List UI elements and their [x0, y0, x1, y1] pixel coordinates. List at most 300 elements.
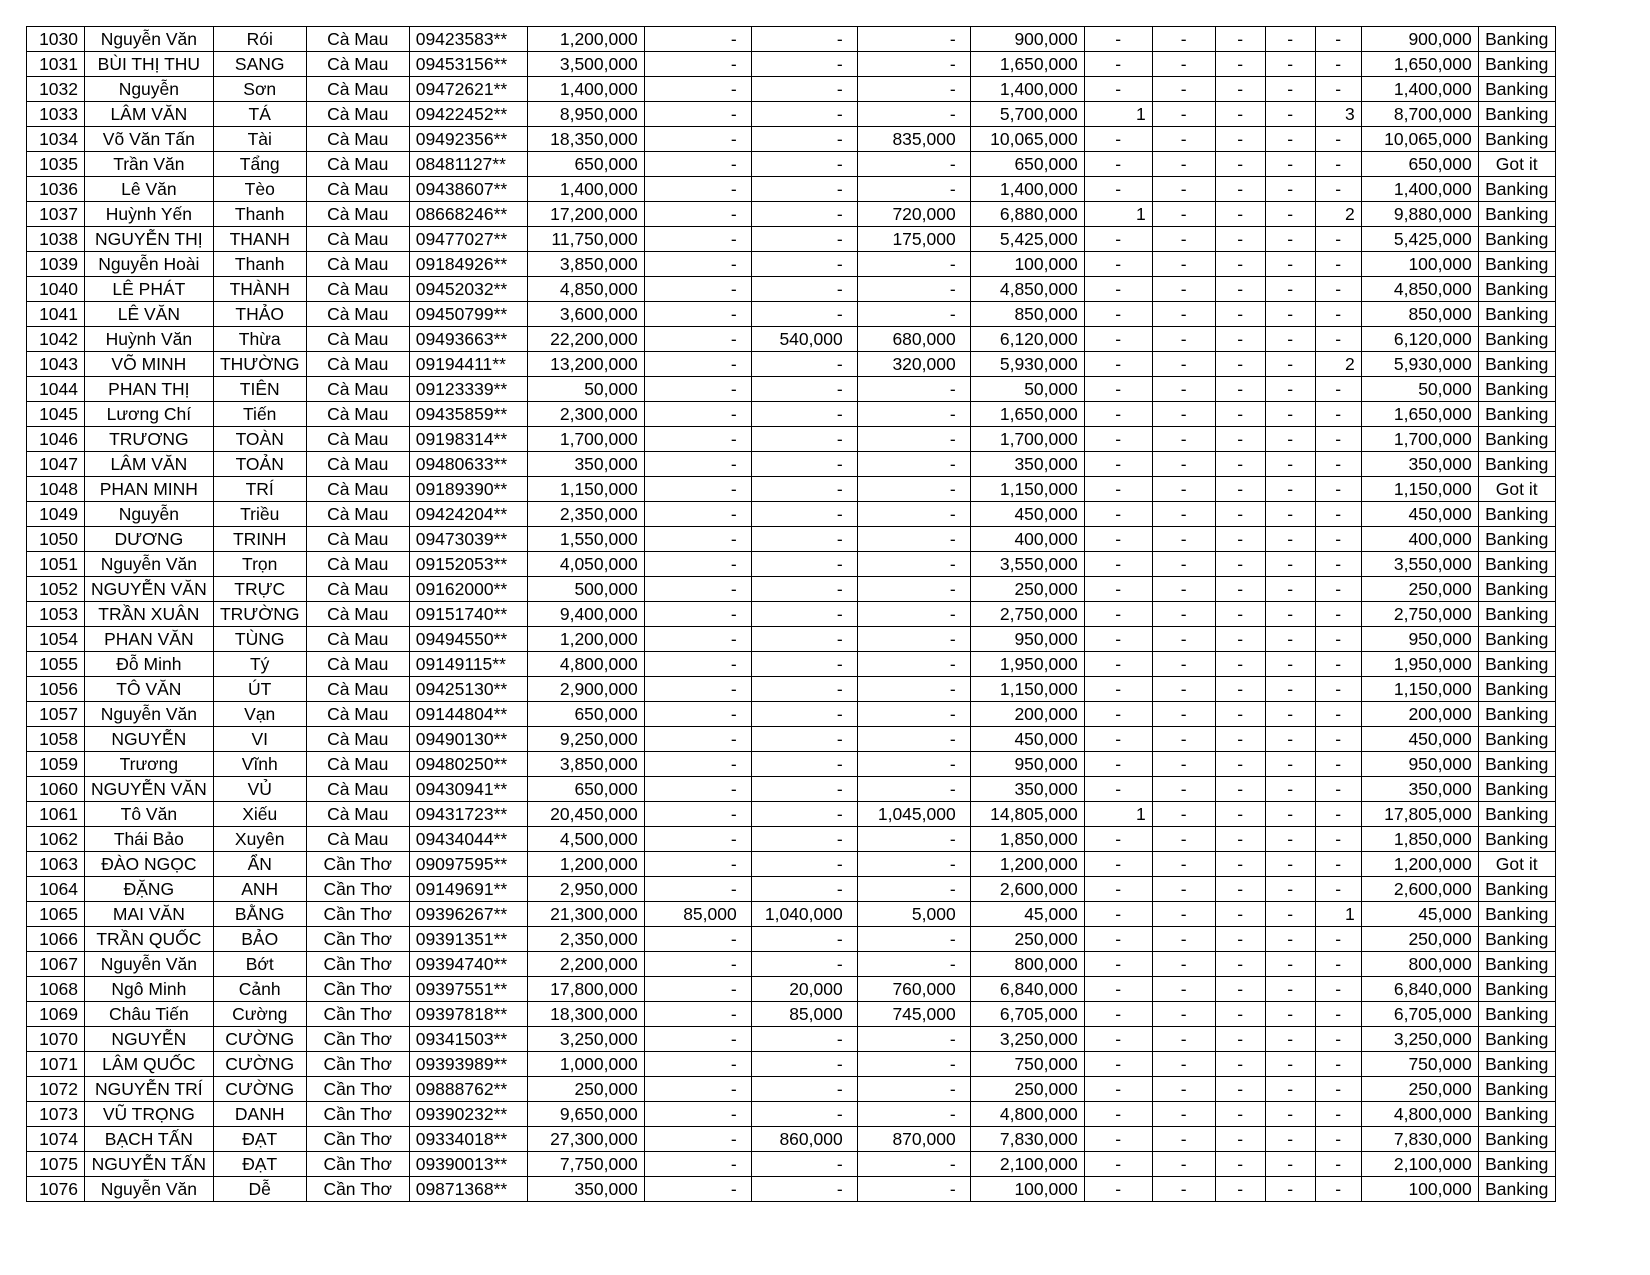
table-row	[27, 752, 1556, 777]
cell-deduction-3: -	[857, 727, 970, 752]
cell-total: 350,000	[1361, 452, 1478, 477]
cell-count-5: -	[1315, 527, 1361, 552]
cell-phone: 09390232**	[409, 1102, 527, 1127]
cell-count-3: -	[1215, 952, 1265, 977]
cell-count-4: -	[1265, 627, 1315, 652]
cell-province: Cà Mau	[306, 127, 409, 152]
cell-payment-method: Banking	[1478, 927, 1555, 952]
cell-count-4: -	[1265, 902, 1315, 927]
cell-first-name: CƯỜNG	[213, 1077, 306, 1102]
cell-count-2: -	[1152, 1002, 1215, 1027]
cell-amount: 350,000	[527, 452, 644, 477]
cell-payment-method: Banking	[1478, 127, 1555, 152]
cell-total: 17,805,000	[1361, 802, 1478, 827]
cell-phone: 09396267**	[409, 902, 527, 927]
cell-paid-amount: 45,000	[970, 902, 1084, 927]
cell-last-name: Lương Chí	[85, 402, 214, 427]
cell-payment-method: Banking	[1478, 1127, 1555, 1152]
cell-count-1: -	[1084, 1077, 1152, 1102]
cell-province: Cà Mau	[306, 27, 409, 52]
cell-count-5: -	[1315, 127, 1361, 152]
cell-count-4: -	[1265, 377, 1315, 402]
cell-payment-method: Banking	[1478, 427, 1555, 452]
table-row	[27, 327, 1556, 352]
cell-deduction-1: -	[644, 1077, 751, 1102]
cell-count-5: -	[1315, 827, 1361, 852]
cell-amount: 27,300,000	[527, 1127, 644, 1152]
cell-count-2: -	[1152, 1077, 1215, 1102]
table-row	[27, 77, 1556, 102]
cell-count-5: -	[1315, 727, 1361, 752]
cell-count-1: -	[1084, 277, 1152, 302]
table-row	[27, 52, 1556, 77]
cell-deduction-2: -	[751, 1102, 857, 1127]
table-row	[27, 702, 1556, 727]
table-row	[27, 1027, 1556, 1052]
cell-deduction-2: -	[751, 877, 857, 902]
cell-province: Cà Mau	[306, 527, 409, 552]
cell-total: 450,000	[1361, 727, 1478, 752]
cell-last-name: VŨ TRỌNG	[85, 1102, 214, 1127]
cell-payment-method: Banking	[1478, 1077, 1555, 1102]
cell-deduction-2: -	[751, 727, 857, 752]
cell-count-4: -	[1265, 1127, 1315, 1152]
cell-count-4: -	[1265, 702, 1315, 727]
cell-amount: 9,650,000	[527, 1102, 644, 1127]
cell-first-name: TIÊN	[213, 377, 306, 402]
cell-count-2: -	[1152, 802, 1215, 827]
cell-first-name: Thừa	[213, 327, 306, 352]
cell-count-4: -	[1265, 752, 1315, 777]
cell-province: Cà Mau	[306, 677, 409, 702]
cell-payment-method: Banking	[1478, 1177, 1555, 1202]
cell-phone: 09149115**	[409, 652, 527, 677]
cell-phone: 09871368**	[409, 1177, 527, 1202]
cell-deduction-2: -	[751, 702, 857, 727]
cell-count-3: -	[1215, 127, 1265, 152]
cell-last-name: TRẦN XUÂN	[85, 602, 214, 627]
cell-deduction-1: -	[644, 702, 751, 727]
cell-deduction-2: -	[751, 1052, 857, 1077]
cell-count-5: -	[1315, 77, 1361, 102]
cell-paid-amount: 1,400,000	[970, 177, 1084, 202]
cell-deduction-1: -	[644, 452, 751, 477]
cell-count-3: -	[1215, 1002, 1265, 1027]
cell-count-2: -	[1152, 377, 1215, 402]
cell-deduction-2: -	[751, 252, 857, 277]
cell-deduction-3: -	[857, 852, 970, 877]
cell-deduction-3: -	[857, 602, 970, 627]
cell-payment-method: Banking	[1478, 452, 1555, 477]
cell-count-2: -	[1152, 777, 1215, 802]
cell-count-3: -	[1215, 652, 1265, 677]
cell-count-5: -	[1315, 852, 1361, 877]
cell-count-2: -	[1152, 677, 1215, 702]
cell-phone: 09198314**	[409, 427, 527, 452]
cell-count-5: -	[1315, 552, 1361, 577]
cell-count-4: -	[1265, 1027, 1315, 1052]
cell-count-5: -	[1315, 952, 1361, 977]
cell-count-1: 1	[1084, 202, 1152, 227]
cell-phone: 09393989**	[409, 1052, 527, 1077]
table-row	[27, 1002, 1556, 1027]
cell-count-2: -	[1152, 1177, 1215, 1202]
cell-row-number: 1047	[27, 452, 85, 477]
table-row	[27, 802, 1556, 827]
cell-amount: 650,000	[527, 702, 644, 727]
cell-payment-method: Banking	[1478, 1102, 1555, 1127]
cell-deduction-2: -	[751, 852, 857, 877]
cell-paid-amount: 6,120,000	[970, 327, 1084, 352]
cell-total: 1,200,000	[1361, 852, 1478, 877]
cell-total: 2,600,000	[1361, 877, 1478, 902]
table-row	[27, 602, 1556, 627]
cell-count-2: -	[1152, 302, 1215, 327]
cell-count-3: -	[1215, 1102, 1265, 1127]
cell-count-1: -	[1084, 977, 1152, 1002]
cell-count-1: -	[1084, 177, 1152, 202]
cell-row-number: 1061	[27, 802, 85, 827]
cell-count-3: -	[1215, 452, 1265, 477]
cell-phone: 09144804**	[409, 702, 527, 727]
table-row	[27, 227, 1556, 252]
cell-count-5: -	[1315, 652, 1361, 677]
cell-deduction-2: -	[751, 752, 857, 777]
cell-deduction-3: -	[857, 427, 970, 452]
cell-total: 1,650,000	[1361, 52, 1478, 77]
cell-deduction-3: -	[857, 1152, 970, 1177]
cell-amount: 4,800,000	[527, 652, 644, 677]
cell-last-name: Nguyễn	[85, 77, 214, 102]
table-row	[27, 1052, 1556, 1077]
cell-count-4: -	[1265, 227, 1315, 252]
cell-paid-amount: 2,100,000	[970, 1152, 1084, 1177]
cell-count-1: -	[1084, 477, 1152, 502]
cell-deduction-1: -	[644, 952, 751, 977]
cell-count-5: -	[1315, 1027, 1361, 1052]
cell-deduction-2: -	[751, 652, 857, 677]
cell-province: Cà Mau	[306, 802, 409, 827]
cell-paid-amount: 750,000	[970, 1052, 1084, 1077]
cell-last-name: LÂM QUỐC	[85, 1052, 214, 1077]
cell-count-3: -	[1215, 327, 1265, 352]
cell-last-name: NGUYỄN VĂN	[85, 777, 214, 802]
cell-last-name: Nguyễn Văn	[85, 552, 214, 577]
cell-deduction-3: -	[857, 152, 970, 177]
cell-deduction-2: -	[751, 1077, 857, 1102]
cell-count-1: -	[1084, 127, 1152, 152]
cell-count-4: -	[1265, 802, 1315, 827]
cell-amount: 1,200,000	[527, 852, 644, 877]
cell-phone: 09194411**	[409, 352, 527, 377]
cell-phone: 09430941**	[409, 777, 527, 802]
cell-count-4: -	[1265, 1177, 1315, 1202]
cell-paid-amount: 6,840,000	[970, 977, 1084, 1002]
cell-count-3: -	[1215, 352, 1265, 377]
cell-province: Cà Mau	[306, 727, 409, 752]
cell-first-name: VỦ	[213, 777, 306, 802]
cell-row-number: 1049	[27, 502, 85, 527]
table-row	[27, 577, 1556, 602]
table-row	[27, 1177, 1556, 1202]
cell-amount: 2,950,000	[527, 877, 644, 902]
cell-count-2: -	[1152, 352, 1215, 377]
cell-deduction-2: -	[751, 502, 857, 527]
cell-count-3: -	[1215, 852, 1265, 877]
cell-province: Cà Mau	[306, 777, 409, 802]
cell-total: 1,150,000	[1361, 677, 1478, 702]
cell-total: 8,700,000	[1361, 102, 1478, 127]
cell-count-2: -	[1152, 727, 1215, 752]
cell-paid-amount: 900,000	[970, 27, 1084, 52]
cell-count-2: -	[1152, 127, 1215, 152]
cell-row-number: 1076	[27, 1177, 85, 1202]
table-row	[27, 127, 1556, 152]
cell-amount: 1,000,000	[527, 1052, 644, 1077]
cell-deduction-3: -	[857, 1102, 970, 1127]
cell-count-3: -	[1215, 277, 1265, 302]
cell-deduction-2: -	[751, 352, 857, 377]
table-row	[27, 677, 1556, 702]
cell-paid-amount: 1,150,000	[970, 677, 1084, 702]
cell-deduction-1: -	[644, 127, 751, 152]
cell-count-2: -	[1152, 552, 1215, 577]
cell-row-number: 1062	[27, 827, 85, 852]
cell-last-name: Trần Văn	[85, 152, 214, 177]
cell-deduction-1: -	[644, 827, 751, 852]
cell-total: 250,000	[1361, 577, 1478, 602]
cell-row-number: 1064	[27, 877, 85, 902]
cell-amount: 17,200,000	[527, 202, 644, 227]
cell-row-number: 1041	[27, 302, 85, 327]
cell-count-1: -	[1084, 327, 1152, 352]
cell-row-number: 1053	[27, 602, 85, 627]
cell-count-1: -	[1084, 27, 1152, 52]
cell-province: Cần Thơ	[306, 1177, 409, 1202]
cell-province: Cần Thơ	[306, 927, 409, 952]
cell-deduction-3: -	[857, 27, 970, 52]
cell-paid-amount: 1,950,000	[970, 652, 1084, 677]
cell-deduction-3: -	[857, 52, 970, 77]
cell-paid-amount: 100,000	[970, 1177, 1084, 1202]
cell-total: 5,425,000	[1361, 227, 1478, 252]
cell-count-4: -	[1265, 352, 1315, 377]
cell-amount: 1,400,000	[527, 77, 644, 102]
cell-count-5: -	[1315, 577, 1361, 602]
cell-paid-amount: 1,200,000	[970, 852, 1084, 877]
cell-count-2: -	[1152, 227, 1215, 252]
cell-count-3: -	[1215, 902, 1265, 927]
cell-amount: 500,000	[527, 577, 644, 602]
cell-count-1: -	[1084, 152, 1152, 177]
cell-deduction-3: 760,000	[857, 977, 970, 1002]
cell-deduction-1: -	[644, 727, 751, 752]
cell-count-1: -	[1084, 852, 1152, 877]
cell-row-number: 1065	[27, 902, 85, 927]
cell-amount: 4,050,000	[527, 552, 644, 577]
cell-amount: 18,300,000	[527, 1002, 644, 1027]
cell-count-2: -	[1152, 977, 1215, 1002]
cell-payment-method: Got it	[1478, 477, 1555, 502]
cell-deduction-2: -	[751, 577, 857, 602]
cell-deduction-3: -	[857, 827, 970, 852]
cell-deduction-3: -	[857, 77, 970, 102]
cell-paid-amount: 4,850,000	[970, 277, 1084, 302]
cell-deduction-2: -	[751, 527, 857, 552]
cell-deduction-2: -	[751, 202, 857, 227]
cell-payment-method: Banking	[1478, 1027, 1555, 1052]
cell-deduction-1: -	[644, 752, 751, 777]
cell-deduction-2: 860,000	[751, 1127, 857, 1152]
cell-count-3: -	[1215, 702, 1265, 727]
cell-count-5: -	[1315, 1102, 1361, 1127]
cell-count-3: -	[1215, 727, 1265, 752]
cell-row-number: 1035	[27, 152, 85, 177]
cell-amount: 4,500,000	[527, 827, 644, 852]
cell-province: Cà Mau	[306, 477, 409, 502]
cell-deduction-2: -	[751, 227, 857, 252]
cell-phone: 09472621**	[409, 77, 527, 102]
cell-last-name: PHAN MINH	[85, 477, 214, 502]
cell-count-5: -	[1315, 177, 1361, 202]
cell-count-5: -	[1315, 227, 1361, 252]
cell-first-name: Rói	[213, 27, 306, 52]
cell-amount: 7,750,000	[527, 1152, 644, 1177]
cell-deduction-1: -	[644, 1177, 751, 1202]
cell-row-number: 1050	[27, 527, 85, 552]
cell-deduction-1: -	[644, 277, 751, 302]
cell-count-2: -	[1152, 77, 1215, 102]
cell-deduction-3: -	[857, 1027, 970, 1052]
cell-first-name: BẢO	[213, 927, 306, 952]
cell-phone: 09097595**	[409, 852, 527, 877]
cell-phone: 09394740**	[409, 952, 527, 977]
cell-last-name: DƯƠNG	[85, 527, 214, 552]
cell-deduction-3: 680,000	[857, 327, 970, 352]
cell-count-2: -	[1152, 152, 1215, 177]
cell-amount: 17,800,000	[527, 977, 644, 1002]
cell-total: 5,930,000	[1361, 352, 1478, 377]
cell-count-5: 3	[1315, 102, 1361, 127]
cell-amount: 1,200,000	[527, 627, 644, 652]
cell-paid-amount: 650,000	[970, 152, 1084, 177]
cell-count-1: -	[1084, 877, 1152, 902]
cell-total: 1,700,000	[1361, 427, 1478, 452]
cell-payment-method: Banking	[1478, 727, 1555, 752]
cell-province: Cần Thơ	[306, 877, 409, 902]
cell-deduction-1: -	[644, 627, 751, 652]
cell-amount: 2,300,000	[527, 402, 644, 427]
cell-count-5: -	[1315, 502, 1361, 527]
cell-first-name: Thanh	[213, 202, 306, 227]
cell-first-name: TOẢN	[213, 452, 306, 477]
cell-count-2: -	[1152, 252, 1215, 277]
cell-total: 4,850,000	[1361, 277, 1478, 302]
cell-count-5: -	[1315, 802, 1361, 827]
cell-deduction-3: -	[857, 952, 970, 977]
cell-count-1: -	[1084, 752, 1152, 777]
cell-deduction-3: -	[857, 627, 970, 652]
cell-phone: 09431723**	[409, 802, 527, 827]
cell-count-4: -	[1265, 302, 1315, 327]
cell-deduction-3: -	[857, 527, 970, 552]
cell-payment-method: Banking	[1478, 1002, 1555, 1027]
cell-first-name: THƯỜNG	[213, 352, 306, 377]
cell-first-name: THANH	[213, 227, 306, 252]
cell-count-1: -	[1084, 1177, 1152, 1202]
cell-count-2: -	[1152, 1152, 1215, 1177]
cell-last-name: NGUYỄN	[85, 727, 214, 752]
cell-amount: 22,200,000	[527, 327, 644, 352]
cell-last-name: Đỗ Minh	[85, 652, 214, 677]
cell-province: Cần Thơ	[306, 1027, 409, 1052]
cell-payment-method: Banking	[1478, 602, 1555, 627]
cell-deduction-2: -	[751, 827, 857, 852]
cell-count-1: -	[1084, 1002, 1152, 1027]
cell-deduction-3: 320,000	[857, 352, 970, 377]
cell-total: 100,000	[1361, 252, 1478, 277]
cell-total: 10,065,000	[1361, 127, 1478, 152]
cell-row-number: 1067	[27, 952, 85, 977]
cell-count-5: -	[1315, 27, 1361, 52]
cell-last-name: TRẦN QUỐC	[85, 927, 214, 952]
cell-deduction-1: -	[644, 202, 751, 227]
cell-province: Cà Mau	[306, 602, 409, 627]
cell-phone: 09435859**	[409, 402, 527, 427]
cell-deduction-3: -	[857, 652, 970, 677]
cell-amount: 4,850,000	[527, 277, 644, 302]
cell-phone: 09334018**	[409, 1127, 527, 1152]
cell-row-number: 1057	[27, 702, 85, 727]
cell-phone: 09490130**	[409, 727, 527, 752]
cell-total: 950,000	[1361, 627, 1478, 652]
cell-payment-method: Banking	[1478, 302, 1555, 327]
cell-count-3: -	[1215, 77, 1265, 102]
cell-first-name: VI	[213, 727, 306, 752]
cell-deduction-3: -	[857, 1052, 970, 1077]
cell-payment-method: Banking	[1478, 527, 1555, 552]
cell-count-1: -	[1084, 1152, 1152, 1177]
cell-deduction-3: 835,000	[857, 127, 970, 152]
cell-deduction-3: -	[857, 277, 970, 302]
cell-count-1: -	[1084, 602, 1152, 627]
cell-deduction-3: -	[857, 252, 970, 277]
table-row	[27, 652, 1556, 677]
cell-count-3: -	[1215, 1177, 1265, 1202]
cell-count-4: -	[1265, 252, 1315, 277]
cell-deduction-1: -	[644, 652, 751, 677]
cell-count-1: -	[1084, 902, 1152, 927]
cell-province: Cà Mau	[306, 502, 409, 527]
cell-deduction-1: -	[644, 102, 751, 127]
cell-row-number: 1054	[27, 627, 85, 652]
cell-total: 4,800,000	[1361, 1102, 1478, 1127]
cell-phone: 09123339**	[409, 377, 527, 402]
cell-count-3: -	[1215, 227, 1265, 252]
cell-count-5: -	[1315, 252, 1361, 277]
cell-last-name: Nguyễn	[85, 502, 214, 527]
cell-count-4: -	[1265, 27, 1315, 52]
cell-deduction-2: -	[751, 52, 857, 77]
cell-deduction-3: -	[857, 577, 970, 602]
cell-row-number: 1039	[27, 252, 85, 277]
cell-count-5: -	[1315, 1002, 1361, 1027]
cell-total: 250,000	[1361, 927, 1478, 952]
cell-paid-amount: 4,800,000	[970, 1102, 1084, 1127]
cell-total: 100,000	[1361, 1177, 1478, 1202]
cell-count-5: 2	[1315, 352, 1361, 377]
cell-count-3: -	[1215, 152, 1265, 177]
